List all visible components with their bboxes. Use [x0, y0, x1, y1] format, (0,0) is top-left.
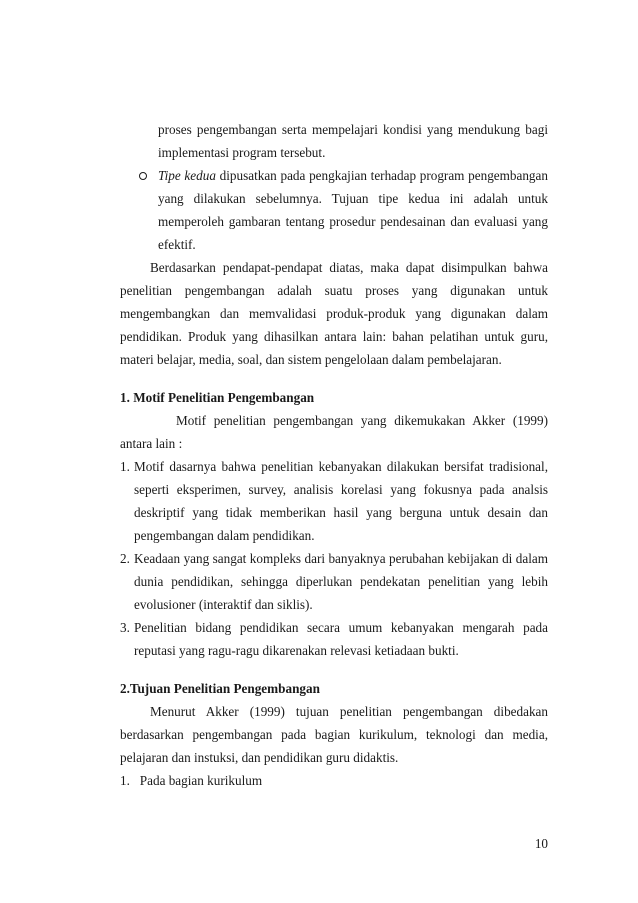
text-line: Penelitian bidang pendidikan secara umum kebanyakan mengarah pada: [134, 620, 548, 635]
text-line: Motif dasarnya bahwa penelitian kebanyakan dilakukan bersifat tradisional,: [134, 459, 548, 474]
text-line: [158, 168, 548, 184]
text-line: deskriptif yang tidak memberikan hasil yang berguna untuk desain dan: [134, 505, 548, 520]
text-line: 1. Pada bagian kurikulum: [120, 773, 263, 788]
text-line: mengembangkan dan memvalidasi produk-produk yang digunakan dalam: [120, 306, 548, 321]
text-line: efektif.: [158, 237, 196, 252]
text-line: implementasi program tersebut.: [158, 145, 326, 160]
text-line: reputasi yang ragu-ragu dikarenakan relevasi ketiadaan bukti.: [134, 643, 459, 658]
text-line: memperoleh gambaran tentang prosedur pendesainan dan evaluasi yang: [158, 214, 548, 229]
text-line: dunia pendidikan, sehingga diperlukan pendekatan penelitian yang lebih: [134, 574, 548, 589]
text-line: pendidikan. Produk yang dihasilkan antara lain: bahan pelatihan untuk guru,: [120, 329, 548, 344]
text-line: Berdasarkan pendapat-pendapat diatas, maka dapat disimpulkan bahwa: [150, 260, 548, 275]
text-line: Keadaan yang sangat kompleks dari banyaknya perubahan kebijakan di dalam: [134, 551, 548, 566]
text-line: materi belajar, media, soal, dan sistem pengelolaan dalam pembelajaran.: [120, 352, 502, 367]
text-line: pengembangan dalam pendidikan.: [134, 528, 315, 543]
text-line: pelajaran dan instuksi, dan pendidikan guru didaktis.: [120, 750, 399, 765]
text-span: dipusatkan pada pengkajian terhadap program pengembangan: [215, 168, 548, 183]
page-number: 10: [534, 836, 548, 851]
text-line: penelitian pengembangan adalah suatu proses yang digunakan untuk: [120, 283, 548, 298]
text-line: yang dilakukan sebelumnya. Tujuan tipe kedua ini adalah untuk: [158, 191, 548, 206]
list-number: 1.: [120, 459, 130, 474]
list-number: 3.: [120, 620, 130, 635]
text-line: proses pengembangan serta mempelajari kondisi yang mendukung bagi: [158, 122, 548, 137]
list-number: 2.: [120, 551, 130, 566]
text-line: evolusioner (interaktif dan siklis).: [134, 597, 313, 612]
text-line: seperti eksperimen, survey, analisis korelasi yang fokusnya pada analsis: [134, 482, 548, 497]
emphasis-text: Tipe kedua: [158, 168, 216, 183]
section-heading: 2.Tujuan Penelitian Pengembangan: [120, 681, 320, 696]
text-line: berdasarkan pengembangan pada bagian kurikulum, teknologi dan media,: [120, 727, 548, 742]
section-heading: 1. Motif Penelitian Pengembangan: [120, 390, 315, 405]
bullet-icon: [139, 172, 147, 180]
text-line: antara lain :: [120, 436, 183, 451]
text-line: Menurut Akker (1999) tujuan penelitian pengembangan dibedakan: [150, 704, 548, 719]
text-line: Motif penelitian pengembangan yang dikemukakan Akker (1999): [176, 413, 548, 428]
